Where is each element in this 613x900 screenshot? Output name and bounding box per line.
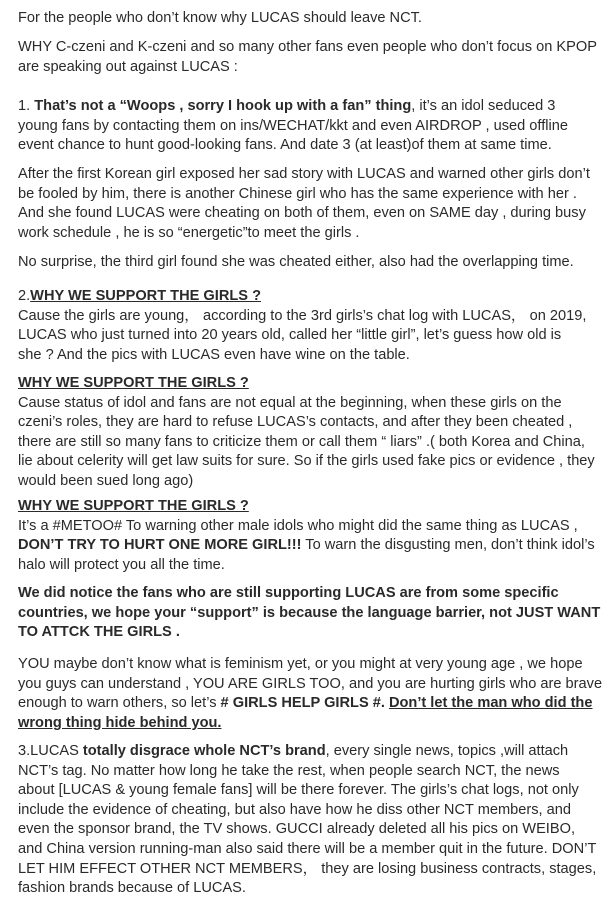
text-line: are speaking out against LUCAS : (18, 58, 238, 75)
text-line: No surprise, the third girl found she was cheated either, also had the overlapping time. (18, 254, 574, 270)
text-line: halo will protect you all the time. (18, 556, 225, 573)
girls-help-girls-hashtag: # GIRLS HELP GIRLS #. (220, 695, 385, 712)
intro-text: For the people who don’t know why LUCAS should leave NCT. (18, 10, 422, 26)
text-span: , every single news, topics ,will attach (325, 743, 569, 759)
text-line: LET HIM EFFECT OTHER NCT MEMBERS， they are losing business contracts, stages, (18, 860, 597, 877)
text-line: and China version running-man also said there will be a member quit in the future. DON’T (18, 840, 597, 857)
dont-hurt-statement: DON’T TRY TO HURT ONE MORE GIRL!!! (18, 537, 302, 554)
text-line: about [LUCAS & young female fans] will be there forever. The girls’s chat logs, not only (18, 782, 579, 799)
point-1-bold-statement: That’s not a “Woops , sorry I hook up with a fan” thing (34, 98, 412, 114)
text-line: YOU maybe don’t know what is feminism yet, or you might at very young age , we hope (18, 656, 583, 672)
fans-notice-paragraph (18, 584, 608, 643)
text-line: work schedule , he is so “energetic”to meet the girls . (18, 224, 360, 241)
text-line: WHY C-czeni and K-czeni and so many other fans even people who don’t focus on KPOP (18, 39, 597, 55)
underlined-statement: Don’t let the man who did the (388, 695, 593, 712)
text-line: And she found LUCAS were cheating on both of them, even on SAME day , during busy (18, 205, 586, 222)
text-line: NCT’s tag. No matter how long he take the rest, when people search NCT, the news (18, 762, 560, 779)
support-3-paragraph (18, 497, 608, 575)
point-1-text: , it’s an idol seduced 3 (411, 98, 556, 114)
intro-line (18, 9, 608, 29)
point-3-number: 3.LUCAS (18, 743, 83, 759)
support-heading: WHY WE SUPPORT THE GIRLS ? (18, 498, 249, 514)
text-line: countries, we hope your “support” is because the language barrier, not JUST WANT (18, 604, 601, 621)
text-line: you guys can understand , YOU ARE GIRLS TOO, and you are hurting girls who are brave (18, 675, 603, 692)
text-line: fashion brands because of LUCAS. (18, 880, 246, 897)
point-2-paragraph (18, 287, 608, 365)
underlined-statement: wrong thing hide behind you. (18, 714, 222, 731)
point-2-number: 2. (18, 288, 31, 304)
text-line: event chance to hunt good-looking fans. And date 3 (at least)of them at same time. (18, 137, 552, 154)
text-line: she ? And the pics with LUCAS even have wine on the table. (18, 346, 410, 363)
text-line: include the evidence of cheating, but also have how he diss other NCT members, and (18, 801, 571, 818)
third-girl-paragraph (18, 253, 608, 273)
text-line: be fooled by him, there is another Chinese girl who has the same experience with her . (18, 185, 577, 202)
text-line: would been sued long ago) (18, 472, 194, 489)
text-line: We did notice the fans who are still supporting LUCAS are from some specific (18, 585, 559, 601)
text-line: TO ATTCK THE GIRLS . (18, 624, 180, 641)
text-line: It’s a #METOO# To warning other male idols who might did the same thing as LUCAS , (18, 517, 578, 534)
point-1-paragraph (18, 97, 608, 156)
text-span: To warn the disgusting men, don’t think idol’s (301, 537, 595, 554)
support-2-paragraph (18, 374, 608, 492)
text-line: Cause the girls are young， according to the 3rd girls’s chat log with LUCAS， on 2019, (18, 307, 587, 324)
text-line: Cause status of idol and fans are not equal at the beginning, when these girls on the (18, 394, 562, 411)
point-1-number: 1. (18, 98, 35, 114)
text-span: enough to warn others, so let’s (18, 695, 221, 712)
point-3-bold-statement: totally disgrace whole NCT’s brand (82, 743, 326, 759)
text-line: LUCAS who just turned into 20 years old, called her “little girl”, let’s guess how old is (18, 327, 562, 344)
point-3-paragraph (18, 742, 608, 899)
why-intro-paragraph (18, 38, 608, 77)
korean-girl-paragraph (18, 165, 608, 243)
text-line: czeni’s roles, they are hard to refuse LUCAS’s contacts, and after they been cheated , (18, 414, 573, 431)
text-line: lie about celerity will get law suits for sure. So if the girls used fake pics or evidence , they (18, 453, 595, 470)
text-line: young fans by contacting them on ins/WECHAT/kkt and even AIRDROP , used offline (18, 117, 568, 134)
text-line: even the sponsor brand, the TV shows. GUCCI already deleted all his pics on WEIBO, (18, 821, 575, 838)
feminism-paragraph (18, 655, 608, 733)
support-heading: WHY WE SUPPORT THE GIRLS ? (18, 375, 249, 391)
text-line: After the first Korean girl exposed her sad story with LUCAS and warned other girls don’t (18, 166, 590, 182)
text-line: there are still so many fans to criticize them or call them “ liars” .( both Korea and China, (18, 433, 585, 450)
point-2-heading: WHY WE SUPPORT THE GIRLS ? (30, 288, 261, 304)
